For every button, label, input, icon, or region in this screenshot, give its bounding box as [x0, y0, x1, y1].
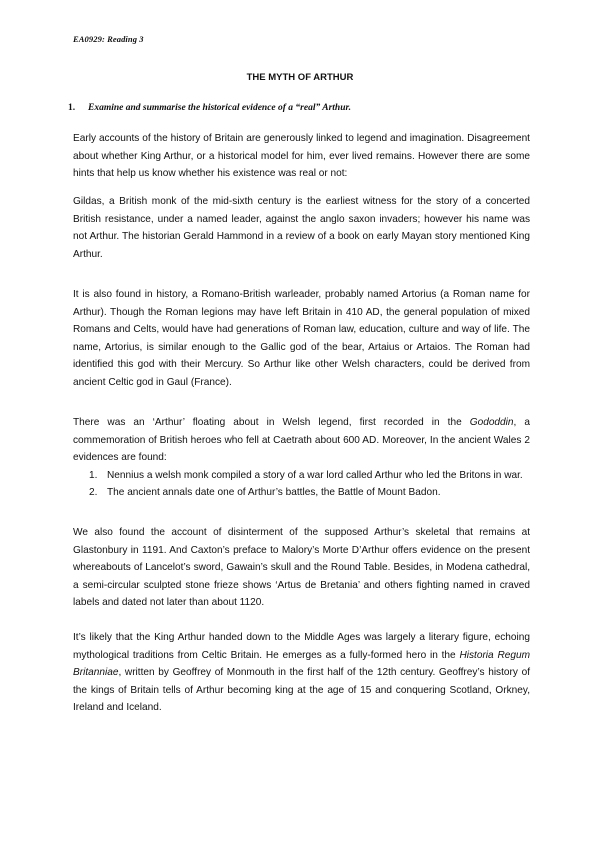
document-title: THE MYTH OF ARTHUR [246, 72, 354, 83]
text-run: , written by Geoffrey of Monmouth in the first half of the 12th century. Geoffrey’s history of the kings of Britain tells of Arthur becoming king at the age of 15 and conquering Scotland, Orkney, Ireland and Iceland. [73, 667, 530, 713]
paragraph-text: It is also found in history, a Romano-British warleader, probably named Artorius (a Roman name for Arthur). Though the Roman legions may have left Britain in 410 AD, the general population of mixed Romans and Celts, would have had generations of Roman law, education, culture and way of life. The name, Artorius, is similar enough to the Gallic god of the bear, Artaius or Artaios. The Roman had identified this god with their Mercury. So Arthur like other Welsh characters, could be derived from ancient Celtic god in Gaul (France). [73, 289, 530, 388]
list-item-text: Nennius a welsh monk compiled a story of a war lord called Arthur who led the Britons in war. [107, 469, 523, 481]
evidence-list [73, 467, 530, 502]
list-item-text: The ancient annals date one of Arthur’s battles, the Battle of Mount Badon. [107, 487, 441, 498]
question-number: 1. [68, 103, 76, 113]
paragraph-artorius [73, 286, 530, 391]
course-code-header: EA0929: Reading 3 [73, 34, 144, 44]
paragraph-literary-figure [73, 629, 530, 717]
paragraph-gildas [73, 193, 530, 263]
paragraph-text [73, 629, 530, 717]
paragraph-text [73, 414, 530, 467]
paragraph-glastonbury [73, 524, 530, 612]
paragraph-welsh-legend [73, 414, 530, 502]
list-item-number: 1. [89, 469, 98, 481]
list-item-number: 2. [89, 487, 98, 498]
list-item [73, 467, 530, 485]
text-run: It’s likely that the King Arthur handed down to the Middle Ages was largely a literary figure, echoing mythological traditions from Celtic Britain. He emerges as a fully-formed hero in the [73, 632, 530, 661]
text-run: There was an ‘Arthur’ floating about in Welsh legend, first recorded in the [73, 417, 470, 428]
question-text: Examine and summarise the historical evidence of a “real” Arthur. [88, 103, 352, 113]
paragraph-text: Early accounts of the history of Britain are generously linked to legend and imagination. Disagreement about whether King Arthur, or a historical model for him, ever lived remains. However there are some hints that help us know whether his existence was real or not: [73, 133, 530, 179]
italic-title: Historia Regum Britanniae [73, 649, 530, 678]
text-run: , a commemoration of British heroes who fell at Caetrath about 600 AD. Moreover, In the ancient Wales 2 evidences are found: [73, 417, 530, 463]
paragraph-intro [73, 130, 530, 183]
list-item [73, 484, 530, 502]
question-heading [68, 103, 351, 113]
paragraph-text: Gildas, a British monk of the mid-sixth century is the earliest witness for the story of a concerted British resistance, under a named leader, against the anglo saxon invaders; however his name was not Arthur. The historian Gerald Hammond in a review of a book on early Mayan story mentioned King Arthur. [73, 196, 530, 260]
italic-title: Gododdin [469, 417, 514, 428]
paragraph-text: We also found the account of disinterment of the supposed Arthur’s skeletal that remains at Glastonbury in 1191. And Caxton’s preface to Malory’s Morte D’Arthur offers evidence on the present whereabouts of Lancelot’s sword, Gawain’s skull and the Round Table. Besides, in Modena cathedral, a semi-circular sculpted stone frieze shows ‘Artus de Bretania’ and others fighting named in craved labels and dated not later than about 1120. [73, 527, 530, 608]
